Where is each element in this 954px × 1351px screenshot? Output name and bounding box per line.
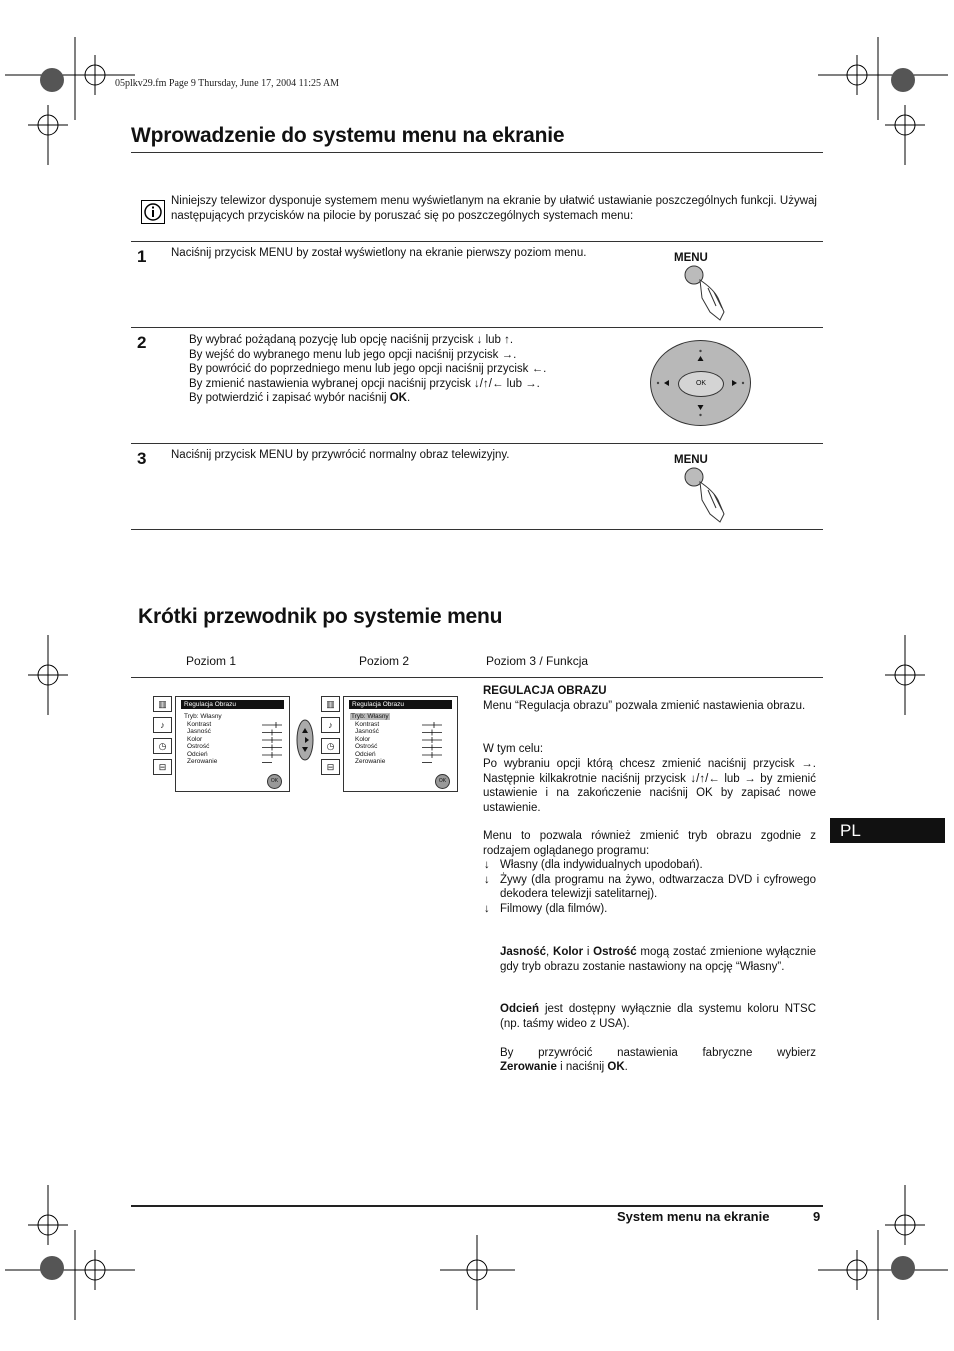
function-how-text: Po wybraniu opcji którą chcesz zmienić naciśnij przycisk →. Następnie kilkakrotnie naciśnij przycisk ↓/↑/← lub → by zmienić ustawienie i na zakończenie naciśnij OK by zapisać nowe ustawienie.	[483, 758, 816, 814]
menu-button-label: MENU	[674, 252, 708, 264]
instruction-text: By potwierdzić i zapisać wybór naciśnij	[189, 392, 390, 404]
sound-icon: ♪	[153, 717, 172, 733]
bold-term: Ostrość	[593, 946, 637, 958]
section-title-guide: Krótki przewodnik po systemie menu	[138, 605, 503, 628]
step-divider	[131, 241, 823, 242]
level2-screen	[343, 696, 458, 792]
hand-press-menu-icon	[680, 262, 740, 324]
function-intro: Menu “Regulacja obrazu” pozwala zmienić nastawienia obrazu.	[483, 700, 806, 712]
clock-icon: ◷	[321, 738, 340, 754]
menu-item: Jasność	[355, 728, 379, 735]
step-divider	[131, 443, 823, 444]
note-brightness	[500, 945, 816, 974]
instruction-line: By potwierdzić i zapisać wybór naciśnij OK.	[189, 392, 411, 404]
footer-rule	[131, 1205, 823, 1207]
note-text: i naciśnij	[556, 1061, 608, 1073]
menu-item: Tryb: Własny	[184, 713, 222, 720]
menu-item: Kolor	[355, 735, 371, 743]
step-number: 1	[137, 247, 147, 266]
column-header-rule	[131, 677, 823, 678]
remote-joystick	[650, 340, 751, 426]
step-number: 2	[137, 333, 147, 352]
menu-item: Zerowanie	[187, 758, 218, 765]
menu-item: Ostrość	[355, 743, 378, 750]
note-reset-cont	[500, 1060, 816, 1075]
settings-box-icon: ⊟	[153, 759, 172, 775]
step-text: Naciśnij przycisk MENU by przywrócić normalny obraz telewizyjny.	[171, 449, 510, 461]
picture-mode-list	[483, 858, 816, 916]
clock-icon: ◷	[153, 738, 172, 754]
column-level-3: Poziom 3 / Funkcja	[486, 654, 589, 668]
note-sep: i	[583, 946, 594, 958]
step-divider	[131, 327, 823, 328]
instruction-line: By powrócić do poprzedniego menu lub jego opcji naciśnij przycisk ←.	[189, 363, 547, 375]
menu-item: Odcień	[187, 750, 208, 758]
picture-icon: ▥	[153, 696, 172, 712]
nav-pad-icon	[295, 718, 315, 762]
bold-term: Zerowanie	[500, 1061, 557, 1073]
screen-title: Regulacja Obrazu	[181, 700, 284, 709]
note-reset: By przywrócić nastawienia fabryczne wybierz	[500, 1047, 816, 1059]
footer-title: System menu na ekranie	[617, 1209, 770, 1224]
bold-term: Jasność	[500, 946, 547, 958]
menu-item: Kolor	[187, 735, 203, 743]
step-text: Naciśnij przycisk MENU by został wyświetlony na ekranie pierwszy poziom menu.	[171, 247, 587, 259]
level1-screen	[175, 696, 290, 792]
slider-bars	[422, 721, 444, 771]
step-divider	[131, 529, 823, 530]
title-underline	[131, 152, 823, 153]
menu-item: Kontrast	[187, 720, 212, 728]
bold-term: Kolor	[553, 946, 584, 958]
language-tab: PL	[830, 818, 945, 843]
page-number: 9	[813, 1209, 821, 1224]
ok-button: OK	[678, 371, 724, 397]
ok-bold: OK	[389, 392, 407, 404]
hand-press-menu-icon	[680, 464, 740, 526]
info-icon	[141, 200, 165, 224]
note-sep: ,	[546, 946, 554, 958]
column-level-2: Poziom 2	[359, 654, 410, 668]
menu-item: Jasność	[187, 728, 211, 735]
function-heading: REGULACJA OBRAZU	[483, 685, 607, 697]
bold-term: OK	[607, 1061, 625, 1073]
menu-item-selected: Tryb: Własny	[351, 713, 389, 720]
menu-item: Zerowanie	[355, 758, 386, 765]
function-mode-intro: Menu to pozwala również zmienić tryb obrazu zgodnie z rodzajem oglądanego programu:	[483, 830, 816, 857]
level2-menu-icons	[321, 696, 340, 775]
menu-item: Ostrość	[187, 743, 210, 750]
function-how-title: W tym celu:	[483, 743, 544, 755]
bold-term: Odcień	[500, 1003, 539, 1015]
note-hue	[500, 1002, 816, 1031]
settings-box-icon: ⊟	[321, 759, 340, 775]
note-text: jest dostępny wyłącznie dla systemu koloru NTSC (np. taśmy wideo z USA).	[500, 1003, 816, 1030]
instruction-line: By zmienić nastawienia wybranej opcji naciśnij przycisk ↓/↑/← lub →.	[189, 377, 540, 390]
list-item: ↓ Żywy (dla programu na żywo, odtwarzacza DVD i cyfrowego dekodera telewizji satelitarnej).	[483, 873, 816, 902]
screen-title: Regulacja Obrazu	[349, 700, 452, 709]
level1-menu-icons	[153, 696, 172, 775]
column-level-1: Poziom 1	[186, 654, 237, 668]
step-number: 3	[137, 449, 147, 468]
ok-button-icon: OK	[435, 774, 450, 789]
menu-item: Kontrast	[355, 720, 380, 728]
sound-icon: ♪	[321, 717, 340, 733]
note-text: mogą zostać zmienione wyłącznie gdy tryb obrazu zostanie nastawiony na opcję “Własny”.	[500, 946, 817, 973]
note-text: .	[624, 1061, 628, 1073]
step-2-instructions	[189, 333, 609, 406]
list-item: ↓ Filmowy (dla filmów).	[483, 902, 816, 917]
file-meta: 05plkv29.fm Page 9 Thursday, June 17, 2004 11:25 AM	[115, 78, 340, 89]
menu-button-label: MENU	[674, 454, 708, 466]
picture-icon: ▥	[321, 696, 340, 712]
instruction-line: By wybrać pożądaną pozycję lub opcję naciśnij przycisk ↓ lub ↑.	[189, 334, 514, 346]
ok-button-icon: OK	[267, 774, 282, 789]
slider-bars	[262, 721, 284, 771]
info-text: Niniejszy telewizor dysponuje systemem menu wyświetlanym na ekranie by ułatwić ustawianie poszczególnych funkcji. Używaj następujących przycisków na pilocie by poruszać się po poszczególnych systemach menu:	[171, 195, 817, 222]
list-item: ↓ Własny (dla indywidualnych upodobań).	[483, 858, 816, 873]
instruction-line: By wejść do wybranego menu lub jego opcji naciśnij przycisk →.	[189, 348, 517, 361]
section-title-intro: Wprowadzenie do systemu menu na ekranie	[131, 124, 565, 147]
menu-item: Odcień	[355, 750, 376, 758]
